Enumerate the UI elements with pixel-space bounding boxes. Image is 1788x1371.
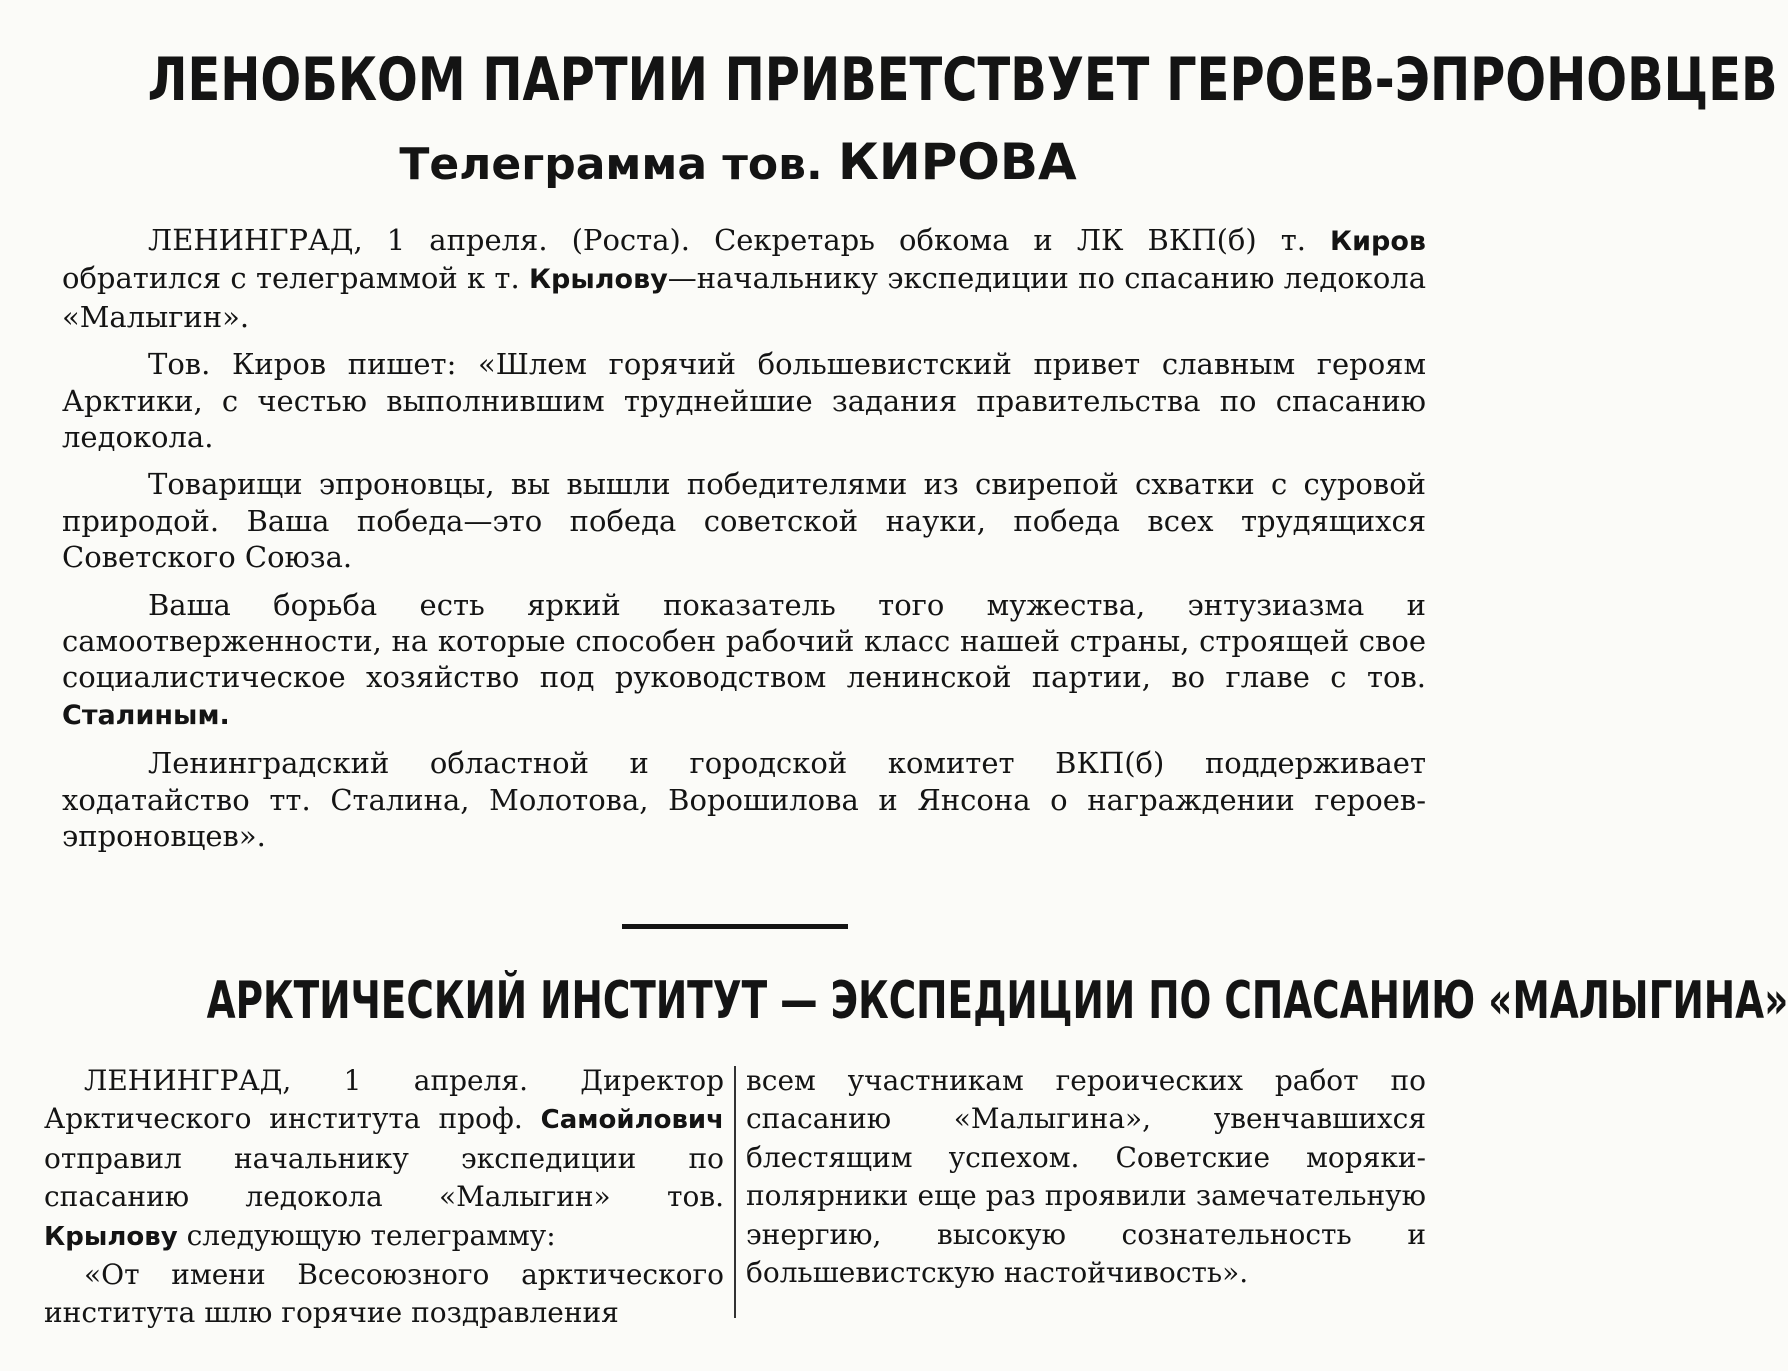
article1-paragraph-5: Ленинградский областной и городской комитет ВКП(б) поддерживает ходатайство тт. Сталина, Молотова, Ворошилова и Янсона о награждении героев-эпроновцев». — [62, 746, 1426, 854]
article1-paragraph-1 — [62, 222, 1426, 335]
main-headline: ЛЕНОБКОМ ПАРТИИ ПРИВЕТСТВУЕТ ГЕРОЕВ-ЭПРОНОВЦЕВ — [147, 45, 1778, 115]
second-headline: АРКТИЧЕСКИЙ ИНСТИТУТ — ЭКСПЕДИЦИИ ПО СПАСАНИЮ «МАЛЫГИНА» — [206, 971, 1788, 1031]
subheadline-prefix: Телеграмма тов. — [399, 139, 823, 190]
article2-p1-text-2: отправил начальнику экспедиции по спасанию ледокола «Малыгин» тов. — [44, 1141, 724, 1214]
name-krylov-2: Крылову — [44, 1221, 178, 1252]
article1-p4-text: Ваша борьба есть яркий показатель того мужества, энтузиазма и самоотверженности, на которые способен рабочий класс нашей страны, строящей свое социалистическое хозяйство под руководством ленинской партии, во главе с тов. — [62, 587, 1426, 695]
subheadline — [0, 132, 1476, 195]
section-divider-rule — [622, 924, 848, 929]
article2-p1-text-3: следующую телеграмму: — [186, 1218, 556, 1252]
article2-left-column — [44, 1062, 724, 1333]
article1-p1-text-3: —начальнику экспедиции по спасанию ледокола «Малыгин». — [62, 261, 1426, 334]
article1-paragraph-4 — [62, 587, 1426, 735]
kirov-telegram-article — [62, 222, 1426, 866]
name-stalin: Сталиным. — [62, 699, 230, 731]
article2-paragraph-1 — [44, 1062, 724, 1256]
name-kirov: Киров — [1330, 226, 1426, 257]
article1-paragraph-3: Товарищи эпроновцы, вы вышли победителями из свирепой схватки с суровой природой. Ваша победа—это победа советской науки, победа всех трудящихся Советского Союза. — [62, 467, 1426, 575]
name-krylov: Крылову — [528, 264, 668, 296]
article1-p1-text-2: обратился с телеграммой к т. — [62, 261, 520, 296]
article1-p1-text-1: ЛЕНИНГРАД, 1 апреля. (Роста). Секретарь обкома и ЛК ВКП(б) т. — [148, 223, 1306, 257]
article2-paragraph-2: «От имени Всесоюзного арктического института шлю горячие поздравления — [44, 1258, 724, 1330]
name-samoylovich: Самойлович — [540, 1105, 724, 1136]
subheadline-name: КИРОВА — [837, 133, 1077, 191]
column-divider — [734, 1066, 736, 1318]
article2-p1-text-1: ЛЕНИНГРАД, 1 апреля. Директор Арктического института проф. — [44, 1064, 724, 1136]
article2-right-paragraph: всем участникам героических работ по спасанию «Малыгина», увенчавшихся блестящим успехом. Советские моряки-полярники еще раз проявили замечательную энергию, высокую сознательность и большевистскую настойчивость». — [746, 1064, 1426, 1290]
article2-right-column — [746, 1062, 1426, 1292]
article1-paragraph-2: Тов. Киров пишет: «Шлем горячий большевистский привет славным героям Арктики, с честью выполнившим труднейшие задания правительства по спасанию ледокола. — [62, 347, 1426, 455]
